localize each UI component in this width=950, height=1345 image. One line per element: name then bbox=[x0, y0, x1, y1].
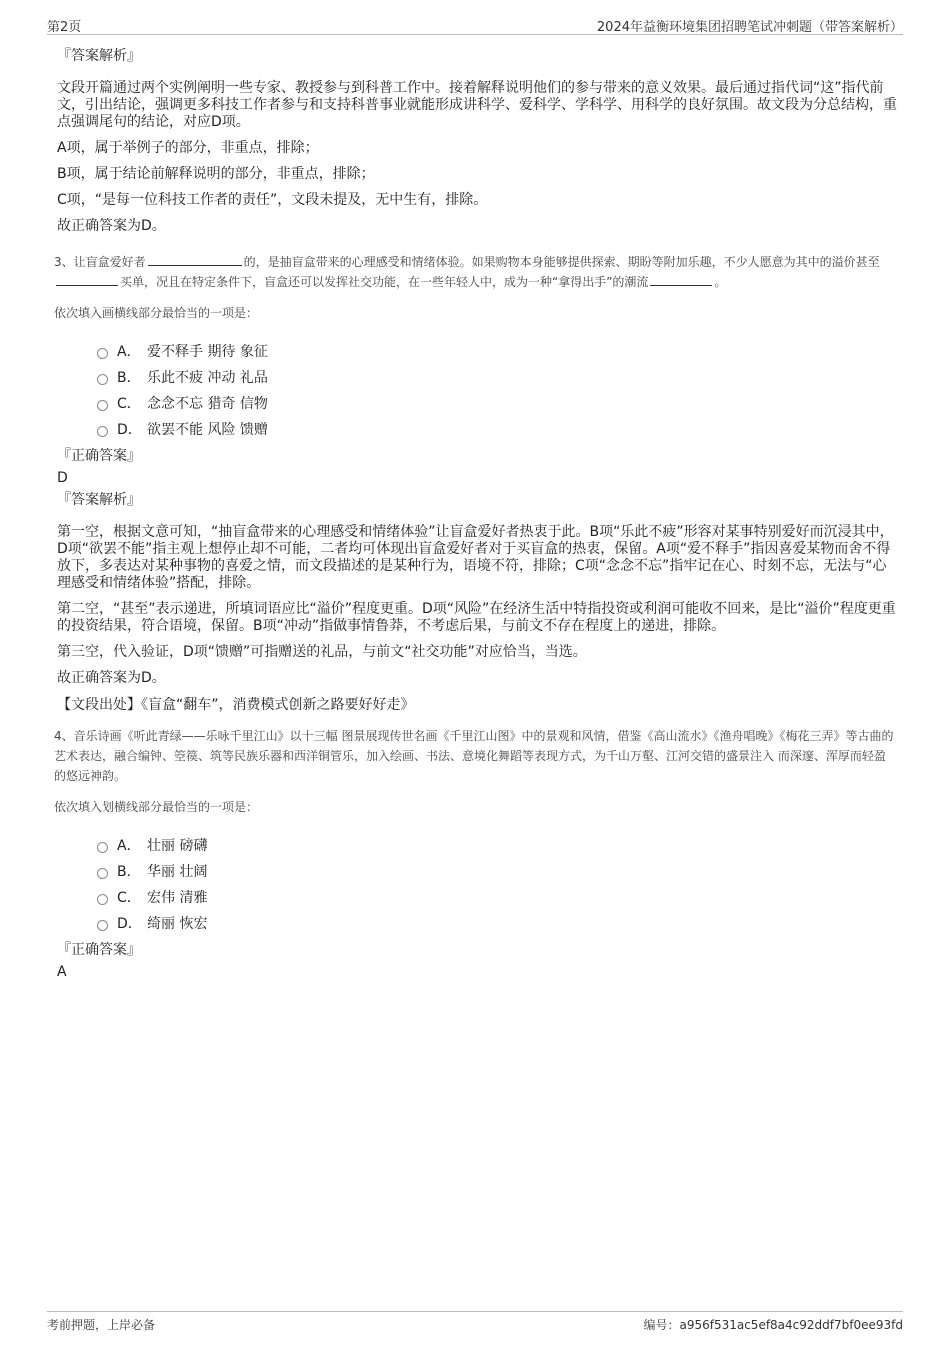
analysis-label: 『答案解析』 bbox=[57, 492, 141, 508]
fill-blank-1 bbox=[148, 252, 242, 266]
document-title: 2024年益衡环境集团招聘笔试冲刺题（带答案解析） bbox=[596, 20, 903, 35]
correct-answer-label: 『正确答案』 bbox=[57, 942, 141, 958]
analysis-paragraph: B项，属于结论前解释说明的部分，非重点，排除； bbox=[57, 166, 375, 182]
page-number: 第2页 bbox=[47, 20, 82, 35]
analysis-conclusion: 故正确答案为D。 bbox=[57, 218, 166, 234]
analysis-conclusion: 故正确答案为D。 bbox=[57, 670, 166, 686]
analysis-paragraph: 第三空，代入验证，D项“馈赠”可指赠送的礼品，与前文“社交功能”对应恰当，当选。 bbox=[57, 644, 587, 660]
document-code: 编号：a956f531ac5ef8a4c92ddf7bf0ee93fd bbox=[643, 1318, 903, 1332]
fill-blank-2 bbox=[56, 272, 118, 286]
question-3-stem: 3、让盲盒爱好者 的，是抽盲盒带来的心理感受和情绪体验。如果购物本身能够提供探索、期盼等附加乐趣，不少人愿意为其中的溢价甚至买单，况且在特定条件下，盲盒还可以发挥社交功能，在一些年轻人中，成为一种“拿得出手”的潮流 。 bbox=[54, 252, 897, 292]
page-content bbox=[54, 46, 897, 984]
option-c[interactable]: C． 念念不忘 猎奇 信物 bbox=[97, 390, 897, 416]
passage-source: 【文段出处】《盲盒“翻车”，消费模式创新之路要好好走》 bbox=[57, 697, 415, 713]
analysis-paragraph: 第二空，“甚至”表示递进，所填词语应比“溢价”程度更重。D项“风险”在经济生活中特指投资或利润可能收不回来，是比“溢价”程度更重的投资结果，符合语境，保留。B项“冲动”指做事情鲁莽，不考虑后果，与前文不存在程度上的递进，排除。 bbox=[57, 601, 896, 634]
option-a[interactable]: A． 爱不释手 期待 象征 bbox=[97, 338, 897, 364]
option-d[interactable]: D． 欲罢不能 风险 馈赠 bbox=[97, 416, 897, 442]
page-header bbox=[47, 14, 903, 35]
question-3-options bbox=[97, 338, 897, 442]
radio-icon[interactable] bbox=[97, 894, 108, 905]
analysis-paragraph: 第一空，根据文意可知，“抽盲盒带来的心理感受和情绪体验”让盲盒爱好者热衷于此。B项“乐此不疲”形容对某事特别爱好而沉浸其中，D项“欲罢不能”指主观上想停止却不可能，二者均可体现出盲盒爱好者对于买盲盒的热衷，保留。A项“爱不释手”指因喜爱某物而舍不得放下，多表达对某种事物的喜爱之情，而文段描述的是某种行为，语境不符，排除；C项“念念不忘”指牢记在心、时刻不忘，无法与“心理感受和情绪体验”搭配，排除。 bbox=[57, 524, 894, 591]
correct-answer-label: 『正确答案』 bbox=[57, 448, 141, 464]
radio-icon[interactable] bbox=[97, 842, 108, 853]
analysis-label: 『答案解析』 bbox=[57, 48, 141, 64]
correct-answer-value: D bbox=[57, 470, 68, 486]
analysis-paragraph: A项，属于举例子的部分，非重点，排除； bbox=[57, 140, 319, 156]
option-b[interactable]: B． 乐此不疲 冲动 礼品 bbox=[97, 364, 897, 390]
fill-blank-3 bbox=[650, 272, 712, 286]
question-4-stem: 4、音乐诗画《听此青绿——乐咏千里江山》以十三幅 图景展现传世名画《千里江山图》中的景观和风情，借鉴《高山流水》《渔舟唱晚》《梅花三弄》等古曲的艺术表达，融合编钟、箜篌、筑等民族乐器和西洋铜管乐，加入绘画、书法、意境化舞蹈等表现方式，为千山万壑、江河交错的盛景注入 而深邃、浑厚而轻盈的悠远神韵。 bbox=[54, 729, 894, 783]
radio-icon[interactable] bbox=[97, 348, 108, 359]
question-4-options bbox=[97, 832, 897, 936]
radio-icon[interactable] bbox=[97, 920, 108, 931]
option-d[interactable]: D． 绮丽 恢宏 bbox=[97, 910, 897, 936]
option-c[interactable]: C． 宏伟 清雅 bbox=[97, 884, 897, 910]
analysis-paragraph: C项，“是每一位科技工作者的责任”，文段未提及，无中生有，排除。 bbox=[57, 192, 488, 208]
question-4-instruction: 依次填入划横线部分最恰当的一项是： bbox=[54, 800, 259, 814]
radio-icon[interactable] bbox=[97, 426, 108, 437]
radio-icon[interactable] bbox=[97, 374, 108, 385]
footer-slogan: 考前押题，上岸必备 bbox=[47, 1318, 156, 1332]
question-3-instruction: 依次填入画横线部分最恰当的一项是： bbox=[54, 306, 259, 320]
radio-icon[interactable] bbox=[97, 868, 108, 879]
correct-answer-value: A bbox=[57, 964, 67, 980]
analysis-paragraph: 文段开篇通过两个实例阐明一些专家、教授参与到科普工作中。接着解释说明他们的参与带来的意义效果。最后通过指代词“这”指代前文，引出结论，强调更多科技工作者参与和支持科普事业就能形成讲科学、爱科学、学科学、用科学的良好氛围。故文段为分总结构，重点强调尾句的结论，对应D项。 bbox=[57, 80, 897, 130]
page-footer bbox=[47, 1311, 903, 1334]
option-a[interactable]: A． 壮丽 磅礴 bbox=[97, 832, 897, 858]
option-b[interactable]: B． 华丽 壮阔 bbox=[97, 858, 897, 884]
radio-icon[interactable] bbox=[97, 400, 108, 411]
